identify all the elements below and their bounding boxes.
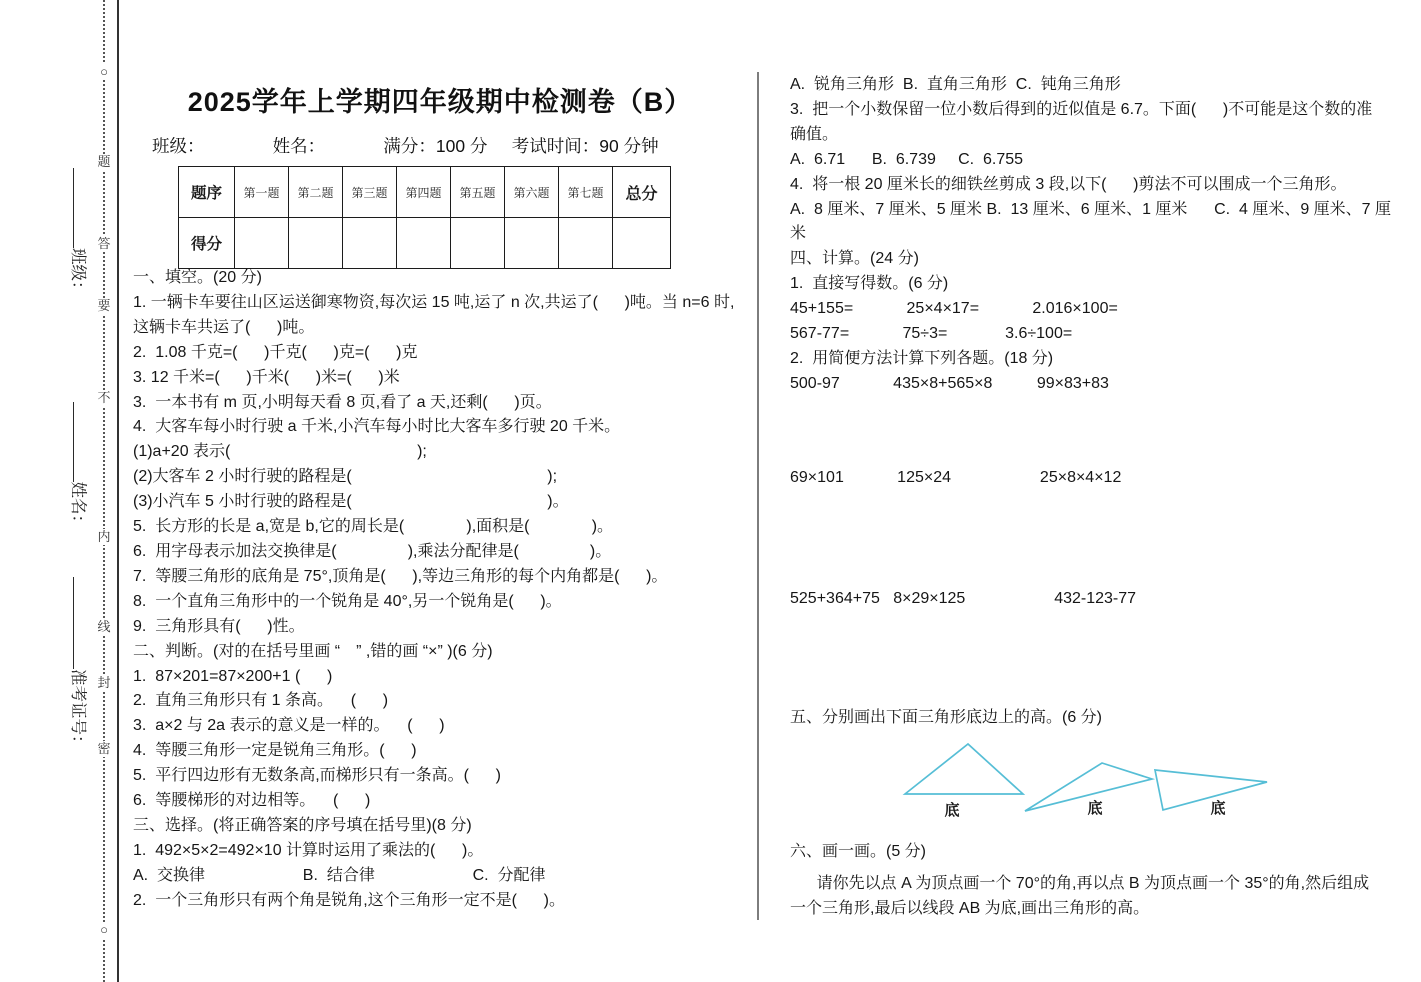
- question-line: 3. 把一个小数保留一位小数后得到的近似值是 6.7。下面( )不可能是这个数的准: [790, 100, 1373, 118]
- question-line: 5. 长方形的长是 a,宽是 b,它的周长是( ),面积是( )。: [133, 518, 614, 536]
- name-field-label: 姓名：: [69, 481, 87, 531]
- score-col-header: 第四题: [397, 167, 451, 218]
- score-col-header: 第五题: [451, 167, 505, 218]
- question-line: 米: [790, 225, 807, 243]
- question-line: 2. 1.08 千克=( )千克( )克=( )克: [133, 343, 418, 361]
- section-heading: 六、画一画。(5 分): [790, 842, 927, 860]
- question-line: 1. 直接写得数。(6 分): [790, 275, 949, 293]
- student-info-line: 班级： 姓名： 满分：100 分 考试时间：90 分钟: [152, 136, 659, 156]
- question-line: 2. 一个三角形只有两个角是锐角,这个三角形一定不是( )。: [133, 891, 566, 909]
- question-line: 1. 87×201=87×200+1 ( ): [133, 667, 333, 685]
- score-col-header: 第三题: [343, 167, 397, 218]
- question-line: 请你先以点 A 为顶点画一个 70°的角,再以点 B 为顶点画一个 35°的角,然后组成: [790, 875, 1370, 893]
- choice-options-line: A. 8 厘米、7 厘米、5 厘米 B. 13 厘米、6 厘米、1 厘米 C. 4 厘米、9 厘米、7 厘: [790, 200, 1392, 218]
- choice-options-line: A. 交换律 B. 结合律 C. 分配律: [133, 866, 546, 884]
- question-line: 8. 一个直角三角形中的一个锐角是 40°,另一个锐角是( )。: [133, 592, 562, 610]
- question-line: (1)a+20 表示( );: [133, 443, 427, 461]
- calc-row: 525+364+75 8×29×125 432-123-77: [790, 589, 1137, 607]
- question-line: 6. 等腰梯形的对边相等。 ( ): [133, 792, 371, 810]
- base-label: 底: [1087, 799, 1103, 817]
- question-line: 3. 一本书有 m 页,小明每天看 8 页,看了 a 天,还剩( )页。: [133, 393, 552, 411]
- calc-row: 69×101 125×24 25×8×4×12: [790, 468, 1122, 486]
- score-cell-empty: [235, 218, 289, 269]
- score-cell-empty: [559, 218, 613, 269]
- seal-border-line: [117, 0, 119, 982]
- triangles-figure: [875, 737, 1307, 821]
- question-line: 4. 大客车每小时行驶 a 千米,小汽车每小时比大客车多行驶 20 千米。: [133, 418, 621, 436]
- seal-student-fields: [62, 168, 92, 828]
- score-row-label: 得分: [179, 218, 235, 269]
- score-table-header-row: [179, 167, 671, 218]
- class-blank-line: [73, 168, 89, 248]
- right-column: [790, 73, 1415, 922]
- question-line: (3)小汽车 5 小时行驶的路程是( )。: [133, 493, 569, 511]
- score-cell-empty: [613, 218, 671, 269]
- seal-char: 答: [95, 236, 113, 252]
- question-line: 2. 直角三角形只有 1 条高。 ( ): [133, 692, 389, 710]
- question-line: 1. 一辆卡车要往山区运送御寒物资,每次运 15 吨,运了 n 次,共运了( )吨。当 n=6 时,: [133, 293, 735, 311]
- section-heading: 五、分别画出下面三角形底边上的高。(6 分): [790, 708, 1103, 726]
- score-cell-empty: [505, 218, 559, 269]
- base-label: 底: [944, 801, 960, 819]
- question-line: 2. 用简便方法计算下列各题。(18 分): [790, 349, 1054, 367]
- calc-row: 567-77= 75÷3= 3.6÷100=: [790, 325, 1073, 343]
- score-col-header: 第二题: [289, 167, 343, 218]
- score-cell-empty: [451, 218, 505, 269]
- seal-char: 封: [95, 675, 113, 691]
- question-line: (2)大客车 2 小时行驶的路程是( );: [133, 468, 558, 486]
- section-heading: 一、填空。(20 分): [133, 269, 262, 286]
- base-label: 底: [1210, 799, 1226, 817]
- question-line: 4. 等腰三角形一定是锐角三角形。( ): [133, 742, 417, 760]
- score-col-header: 题序: [179, 167, 235, 218]
- question-line: 7. 等腰三角形的底角是 75°,顶角是( ),等边三角形的每个内角都是( )。: [133, 567, 668, 585]
- seal-char: 题: [95, 154, 113, 170]
- question-line: 1. 492×5×2=492×10 计算时运用了乘法的( )。: [133, 841, 484, 859]
- section-heading: 三、选择。(将正确答案的序号填在括号里)(8 分): [133, 816, 472, 834]
- score-table-score-row: [179, 218, 671, 269]
- class-field-label: 班级：: [69, 248, 87, 298]
- choice-options-line: A. 锐角三角形 B. 直角三角形 C. 钝角三角形: [790, 76, 1121, 93]
- question-line: 9. 三角形具有( )性。: [133, 617, 305, 635]
- question-line: 一个三角形,最后以线段 AB 为底,画出三角形的高。: [790, 900, 1150, 918]
- seal-circle-icon: ○: [95, 64, 113, 80]
- score-col-header: 第七题: [559, 167, 613, 218]
- exam-id-blank-line: [73, 577, 89, 669]
- seal-circle-icon: ○: [95, 922, 113, 938]
- score-col-header: 第一题: [235, 167, 289, 218]
- score-col-header-total: 总分: [613, 167, 671, 218]
- question-line: 3. a×2 与 2a 表示的意义是一样的。 ( ): [133, 717, 445, 735]
- section-heading: 四、计算。(24 分): [790, 250, 919, 268]
- triangle-1: [905, 744, 1023, 794]
- question-line: 5. 平行四边形有无数条高,而梯形只有一条高。( ): [133, 767, 502, 785]
- seal-char: 不: [95, 390, 113, 406]
- score-table: [178, 166, 671, 269]
- section-heading: 二、判断。(对的在括号里画 “ ” ,错的画 “×” )(6 分): [133, 642, 493, 660]
- score-cell-empty: [343, 218, 397, 269]
- question-line: 4. 将一根 20 厘米长的细铁丝剪成 3 段,以下( )剪法不可以围成一个三角形。: [790, 175, 1347, 193]
- seal-char: 内: [95, 529, 113, 545]
- seal-char: 线: [95, 619, 113, 635]
- seal-char: 密: [95, 741, 113, 757]
- calc-row: 500-97 435×8+565×8 99×83+83: [790, 374, 1109, 392]
- name-blank-line: [73, 402, 89, 482]
- score-cell-empty: [289, 218, 343, 269]
- question-line: 3. 12 千米=( )千米( )米=( )米: [133, 368, 400, 386]
- exam-id-field-label: 准考证号：: [69, 669, 87, 752]
- question-line: 6. 用字母表示加法交换律是( ),乘法分配律是( )。: [133, 542, 612, 560]
- choice-options-line: A. 6.71 B. 6.739 C. 6.755: [790, 150, 1024, 168]
- page-title: 2025学年上学期四年级期中检测卷（B）: [187, 87, 693, 117]
- seal-char: 要: [95, 298, 113, 314]
- left-column: [133, 266, 773, 914]
- seal-dotted-line: [103, 0, 105, 982]
- score-col-header: 第六题: [505, 167, 559, 218]
- question-line: 确值。: [790, 125, 839, 143]
- calc-row: 45+155= 25×4×17= 2.016×100=: [790, 300, 1118, 318]
- score-cell-empty: [397, 218, 451, 269]
- question-line: 这辆卡车共运了( )吨。: [133, 318, 315, 336]
